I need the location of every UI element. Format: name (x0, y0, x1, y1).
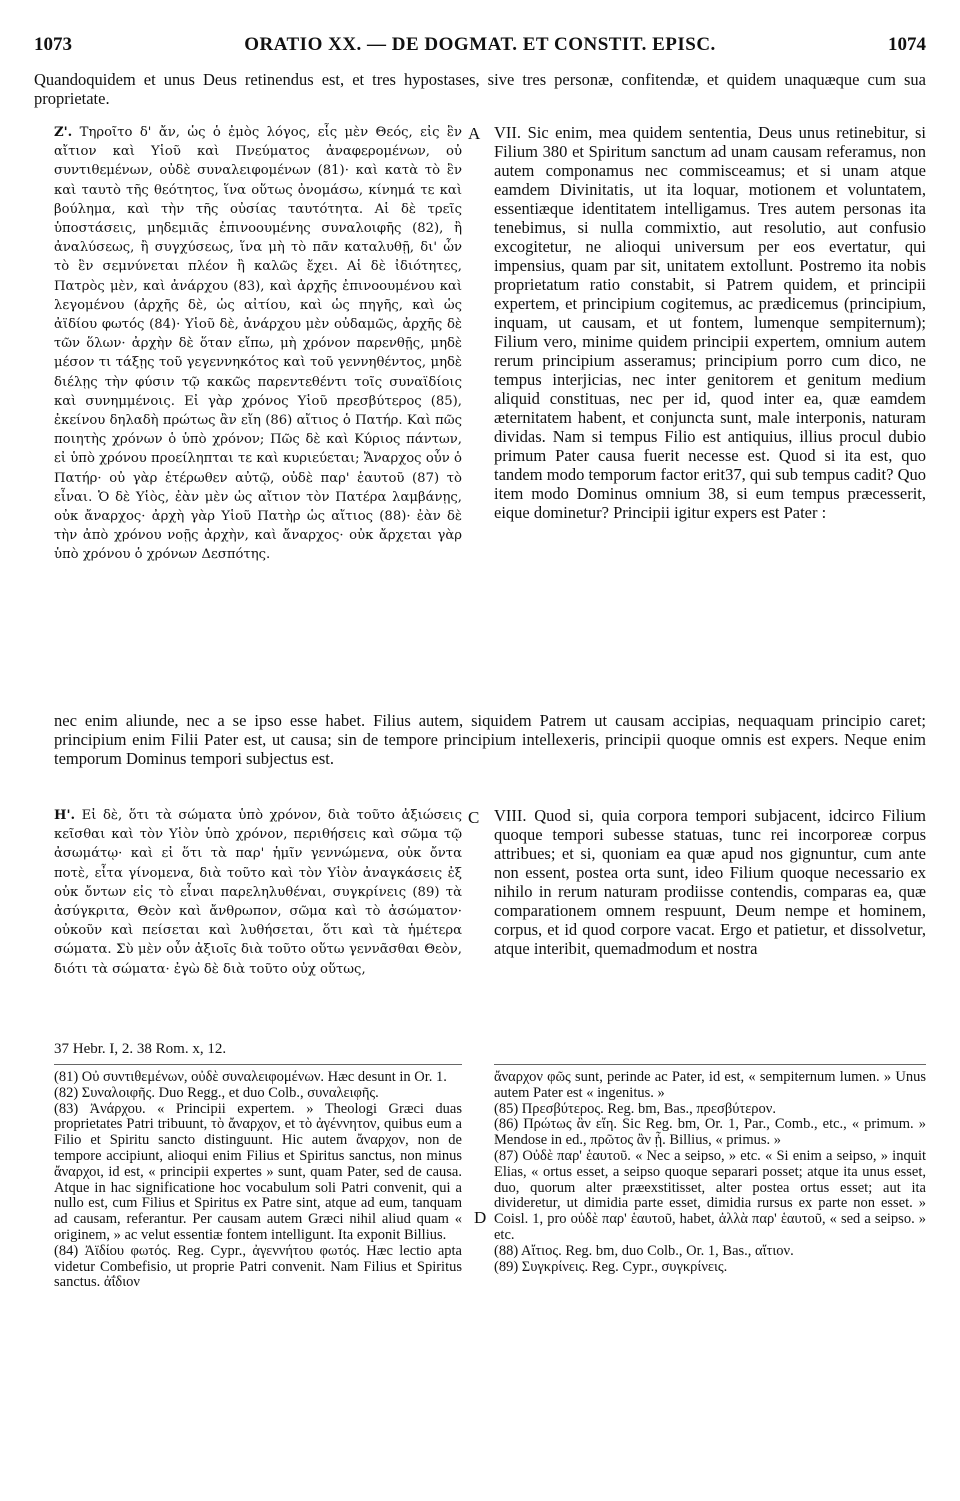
section7-greek-label: Ζ'. (54, 125, 73, 140)
footnote-83: (83) Ἀνάρχου. « Principii expertem. » Theologi Græci duas proprietates Patri tribuunt, τὸ ἄναρχον, et τὸ ἀγέννητον, quibus eum a Filio et Spiritu sancto distinguunt. Hic autem ἄναρχον, non de tempore accipiunt, alioqui enim Filius et Spiritus sanctus, non minus ἄναρχοι, id est, « principii expertes » sunt, quam Pater, sed de causa. Atque in hac significatione hoc vocabulum soli Patri convenit, qui a nullo est, cum Filius et Spiritus ex Patre sint, atque ad eum, tanquam ad causam, referantur. Per causam autem Græci nihil aliud quam « originem, » ac velut essentiæ fontem intelligunt. Ita exponit Billius. (54, 1100, 462, 1243)
section7-greek-text: Τηροῖτο δ' ἄν, ὡς ὁ ἐμὸς λόγος, εἷς μὲν Θεός, εἰς ἓν αἴτιον καὶ Υἱοῦ καὶ Πνεύματος ἀναφερομένων, οὐ συντιθεμένων, οὐδὲ συναλειφομένων (81)· καὶ κατὰ τὸ ἓν καὶ ταυτὸ τῆς θεότητος, ἵνα οὕτως ὀνομάσω, κίνημά τε καὶ βούλημα, καὶ τὴν τῆς οὐσίας ταυτότητα. Αἱ δὲ τρεῖς ὑποστάσεις, μηδεμιᾶς ἐπινοουμένης συναλοιφῆς (82), ἢ ἀναλύσεως, ἢ συγχύσεως, ἵνα μὴ τὸ πᾶν καταλυθῇ, δι' ὧν τὸ ἓν σεμνύνεται πλέον ἢ καλῶς ἔχει. Αἱ δὲ ἰδιότητες, Πατρὸς μὲν, καὶ ἀνάρχου (83), καὶ ἀρχῆς ἐπινοουμένου καὶ λεγομένου (ἀρχῆς δὲ, ὡς αἰτίου, καὶ ὡς πηγῆς, καὶ ὡς ἀϊδίου φωτός (84)· Υἱοῦ δὲ, ἀνάρχου μὲν οὐδαμῶς, ἀρχῆς δὲ τῶν ὅλων· ἀρχὴν δὲ ὅταν εἴπω, μὴ χρόνον παρενθῇς, μηδὲ μέσον τι τάξῃς τοῦ γεγεννηκότος καὶ τοῦ γεννηθέντος, μηδὲ διέλῃς τὴν φύσιν τῷ κακῶς παρεντεθέντι τοῖς συναϊδίοις καὶ συνημμένοις. Εἰ γὰρ χρόνος Υἱοῦ πρεσβύτερος (85), ἐκείνου δηλαδὴ πρώτως ἂν εἴη (86) αἴτιος ὁ Πατήρ. Καὶ πῶς ποιητὴς χρόνων ὁ ὑπὸ χρόνον; Πῶς δὲ καὶ Κύριος πάντων, εἰ ὑπὸ χρόνου προείληπται τε καὶ κυριεύεται; Ἄναρχος οὖν ὁ Πατήρ· οὐ γὰρ ἑτέρωθεν αὐτῷ, οὐδὲ παρ' ἑαυτοῦ (87) τὸ εἶναι. Ὁ δὲ Υἱὸς, ἐὰν μὲν ὡς αἴτιον τὸν Πατέρα λαμβάνῃς, οὐκ ἄναρχος· ἀρχὴ γὰρ Υἱοῦ Πατὴρ ὡς αἴτιος (88)· ἐὰν δὲ τὴν ἀπὸ χρόνου νοῇς ἀρχὴν, καὶ ἄναρχος· οὐκ ἄρχεται γὰρ ὑπὸ χρόνου ὁ χρόνων Δεσπότης. (54, 125, 462, 563)
section8-latin (494, 806, 926, 1031)
footnote-81: (81) Οὐ συντιθεμένων, οὐδὲ συναλειφομένων. Hæc desunt in Or. 1. (54, 1070, 447, 1085)
footnote-divider-right (494, 1064, 926, 1065)
footnote-84: (84) Ἀϊδίου φωτός. Reg. Cypr., ἀγεννήτου φωτός. Hæc lectio apta videtur Combefisio, ut proprie Patri convenit. Nam Filius et Spiritus sanctus. ἀΐδιον (54, 1242, 462, 1291)
footnote-86: (86) Πρώτως ἂν εἴη. Sic Reg. bm, Or. 1, Par., Comb., etc., « primum. » Mendose in ed., πρῶτος ἂν ᾖ. Billius, « primus. » (494, 1116, 926, 1149)
footnote-84-continued: ἄναρχον φῶς sunt, perinde ac Pater, id est, « sempiternum lumen. » Unus autem Pater est « ingenitus. » (494, 1070, 926, 1101)
running-title: ORATIO XX. — DE DOGMAT. ET CONSTIT. EPISC. (244, 34, 716, 55)
section8-greek-label: Η'. (54, 808, 76, 823)
margin-marker-a: A (468, 124, 481, 143)
footnote-88: (88) Αἴτιος. Reg. bm, duo Colb., Or. 1, Bas., αἴτιον. (494, 1242, 794, 1259)
footnote-divider-left (54, 1064, 462, 1065)
section7-latin-text: Sic enim, mea quidem sententia, Deus unus retinebitur, si Filium 380 et Spiritum sanctum ad unam causam referamus, non autem componamus nec commisceamus; et si unam atque eamdem Divinitatis, ut ita loquar, motionem et voluntatem, essentiæque identitatem intelligamus. Tres autem personas ita tenebimus, si nulla commixtio, aut resolutio, aut confusio excogitetur, ne alioqui universum per eos evertatur, qui impensius, quam par sit, unitatem extollunt. Postremo ita nobis proprietatum ratio constabit, si Patrem quidem, et principii expertem, et principium cogitemus, ac prædicemus (principium, inquam, ut causam, et ut fontem, lumenque sempiternum); Filium vero, minime quidem principii expertem, omnium autem rerum principium asseramus; principium porro cum dico, ne tempus interjicias, nec inter genitorem et genitum medium aliquid constituas, nec per id, quod inter ea, quæ eamdem æternitatem habent, et conjuncta sunt, male interponis, naturam dividas. Nam si tempus Filio est antiquius, illius procul dubio primum Pater causa fuerit necesse est. Quod si ita est, quo tandem modo temporum factor erit37, qui sub tempus cadit? Quo item modo Dominus omnium 38, si eum tempus præcesserit, eique dominetur? Principii igitur expers est Pater : (494, 123, 926, 522)
margin-marker-c: C (468, 808, 480, 827)
section8-latin-text: Quod si, quia corpora tempori subjacent, idcirco Filium quoque tempori subesse statuas, tunc rei incorporeæ corpus attribues; et si, quoniam ea quæ apud nos gignuntur, cum ante non essent, postea orta sunt, ideo Filium quoque necessario ex nihilo in rerum naturam prodiisse contendis, comparas ea, quæ comparationem omnem respuunt, Deum nempe et hominem, corpus, et id quod corpore vacat. Ergo et patietur, et dissolvetur, atque interibit, quemadmodum et nostra (494, 806, 926, 958)
page-number-left: 1073 (34, 34, 72, 55)
footnote-85: (85) Πρεσβύτερος. Reg. bm, Bas., πρεσβύτερον. (494, 1100, 776, 1117)
section7-latin-label: VII. (494, 123, 522, 142)
page-number-right: 1074 (888, 34, 926, 55)
footnote-82: (82) Συναλοιφῆς. Duo Regg., et duo Colb., συναλειφῆς. (54, 1084, 379, 1101)
section7-greek (54, 123, 462, 698)
section8-latin-label: VIII. (494, 806, 527, 825)
footnotes-left (54, 1070, 462, 1490)
footnotes-right (494, 1070, 926, 1490)
section7-latin (494, 123, 926, 698)
scripture-references: 37 Hebr. I, 2. 38 Rom. x, 12. (54, 1041, 227, 1057)
mid-latin: nec enim aliunde, nec a se ipso esse habet. Filius autem, siquidem Patrem ut causam accipias, nequaquam principio caret; principium enim Filii Pater est, ut causa; sin de tempore principium intellexeris, principii quoque omnis est expers. Neque enim temporum Dominus tempori subjectus est. (54, 711, 926, 768)
intro-latin: Quandoquidem et unus Deus retinendus est, et tres hypostases, sive tres personæ, confitendæ, et quidem unaquæque cum sua proprietate. (34, 70, 926, 108)
running-header (34, 34, 926, 60)
section8-greek (54, 806, 462, 1031)
section8-greek-text: Εἰ δὲ, ὅτι τὰ σώματα ὑπὸ χρόνον, διὰ τοῦτο ἀξιώσεις κεῖσθαι καὶ τὸν Υἱὸν ὑπὸ χρόνον, περιθήσεις καὶ σῶμα τῷ ἀσωμάτῳ· καὶ εἰ ὅτι τὰ παρ' ἡμῖν γεννώμενα, οὐκ ὄντα ποτὲ, εἶτα γίνομενα, διὰ τοῦτο καὶ τὸν Υἱὸν ἀναγκάσεις ἐξ οὐκ ὄντων εἰς τὸ εἶναι παρεληλυθέναι, συγκρίνεις (89) τὰ ἀσύγκριτα, Θεὸν καὶ ἄνθρωπον, σῶμα καὶ τὸ ἀσώματον· οὐκοῦν καὶ πείσεται καὶ λυθήσεται, ὅτι καὶ τὰ ἡμέτερα σώματα. Σὺ μὲν οὖν ἀξιοῖς διὰ τοῦτο οὕτω γεννᾶσθαι Θεὸν, διότι τὰ σώματα· ἐγὼ δὲ διὰ τοῦτο οὐχ οὕτως, (54, 808, 462, 977)
margin-marker-d: D (474, 1208, 487, 1227)
footnote-87: (87) Οὐδὲ παρ' ἑαυτοῦ. « Nec a seipso, » etc. « Si enim a seipso, » inquit Elias, « ortus esset, a seipso quoque separari posset; atque ita unus esset, duo, quorum alter præexstitisset, alter postea ortus esset; aut ita divideretur, ut dimidia parte esset, dimidia rursus ex parte non esset. » Coisl. 1, pro οὐδὲ παρ' ἑαυτοῦ, habet, ἀλλὰ παρ' ἑαυτοῦ, « sed a seipso. » etc. (494, 1147, 926, 1243)
footnote-89: (89) Συγκρίνεις. Reg. Cypr., συγκρίνεις. (494, 1258, 728, 1275)
